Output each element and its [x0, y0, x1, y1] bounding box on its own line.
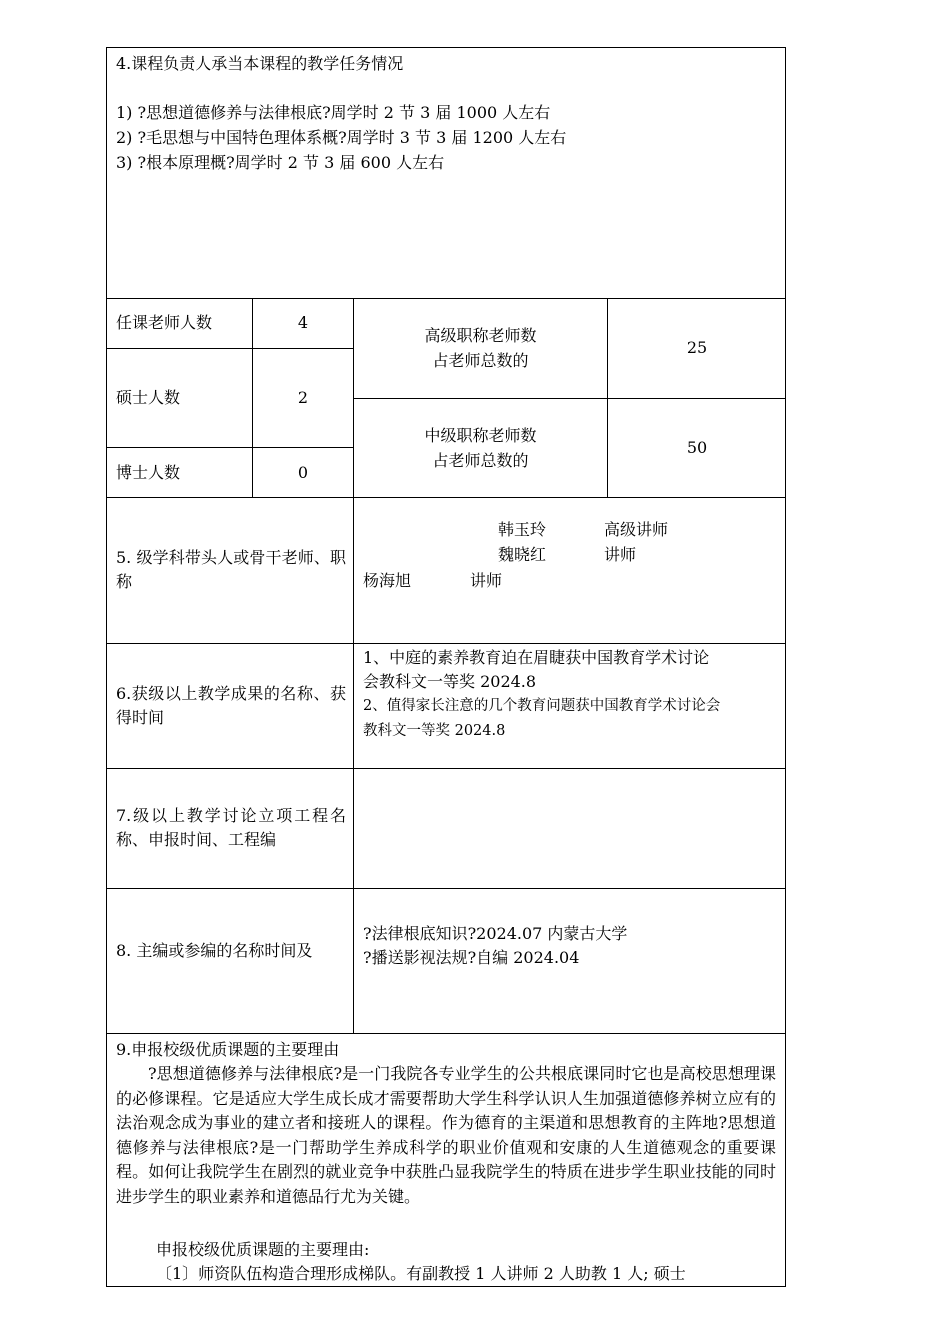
section9-title: 9.申报校级优质课题的主要理由 [116, 1040, 340, 1059]
section9-paragraph: ?思想道德修养与法律根底?是一门我院各专业学生的公共根底课同时它也是高校思想理课的必修课程。它是适应大学生成长成才需要帮助大学生科学认识人生加强道德修养树立应有的法治观念成为事业的建立者和接班人的课程。作为德育的主渠道和思想教育的主阵地?思想道德修养与法律根底?是一门帮助学生养成科学的职业价值观和安康的人生道德观念的重要课程。如何让我院学生在剧烈的就业竞争中获胜凸显我院学生的特质在进步学生职业技能的同时进步学生的职业素养和道德品行尤为关键。 [116, 1064, 776, 1206]
row-divider [106, 348, 353, 349]
masters-value: 2 [297, 388, 309, 407]
section4-title: 4.课程负责人承当本课程的教学任务情况 [116, 54, 404, 73]
section8-line1: ?法律根底知识?2024.07 内蒙古大学 [363, 924, 628, 943]
row-divider [106, 447, 353, 448]
person-name-2: 魏晓红 [498, 545, 547, 564]
col-divider [607, 298, 608, 497]
person-title-3: 讲师 [470, 571, 503, 590]
section4-item-3: 3) ?根本原理概?周学时 2 节 3 届 600 人左右 [116, 153, 445, 172]
row-divider [106, 1033, 786, 1034]
section6-line3: 2、值得家长注意的几个教育问题获中国教育学术讨论会 [363, 698, 721, 714]
doctors-value: 0 [297, 463, 309, 482]
row-divider [106, 497, 786, 498]
teachers-value: 4 [297, 313, 309, 332]
row-divider [353, 398, 786, 399]
row-divider [106, 643, 786, 644]
section9-subtitle: 申报校级优质课题的主要理由: [156, 1240, 370, 1259]
middle-label-line1: 中级职称老师数 [424, 426, 537, 445]
senior-label-line2: 占老师总数的 [432, 351, 529, 370]
section4-item-2: 2) ?毛思想与中国特色理体系概?周学时 3 节 3 届 1200 人左右 [116, 128, 567, 147]
section4-item-1: 1) ?思想道德修养与法律根底?周学时 2 节 3 届 1000 人左右 [116, 103, 551, 122]
section9-reason1: 〔1〕师资队伍构造合理形成梯队。有副教授 1 人讲师 2 人助教 1 人; 硕士 [156, 1264, 686, 1283]
section7-label: 7.级以上教学讨论立项工程名称、申报时间、工程编 [116, 806, 346, 849]
section6-label: 6.获级以上教学成果的名称、获得时间 [116, 684, 346, 727]
section6-line2: 会教科文一等奖 2024.8 [363, 672, 537, 691]
senior-value: 25 [686, 338, 708, 357]
section8-line2: ?播送影视法规?自编 2024.04 [363, 948, 580, 967]
masters-label: 硕士人数 [116, 388, 181, 407]
section6-line4: 教科文一等奖 2024.8 [363, 723, 506, 739]
person-name-1: 韩玉玲 [498, 520, 547, 539]
middle-value: 50 [686, 438, 708, 457]
section6-line1: 1、中庭的素养教育迫在眉睫获中国教育学术讨论 [363, 648, 710, 667]
row-divider [106, 768, 786, 769]
doctors-label: 博士人数 [116, 463, 181, 482]
person-title-1: 高级讲师 [604, 520, 669, 539]
row-divider [106, 298, 786, 299]
section8-label: 8. 主编或参编的名称时间及 [116, 941, 313, 960]
person-name-3: 杨海旭 [363, 571, 412, 590]
middle-label-line2: 占老师总数的 [432, 451, 529, 470]
row-divider [106, 888, 786, 889]
person-title-2: 讲师 [604, 545, 637, 564]
teachers-label: 任课老师人数 [116, 313, 213, 332]
section5-label: 5. 级学科带头人或骨干老师、职称 [116, 548, 346, 591]
senior-label-line1: 高级职称老师数 [424, 326, 537, 345]
col-divider [353, 298, 354, 1033]
